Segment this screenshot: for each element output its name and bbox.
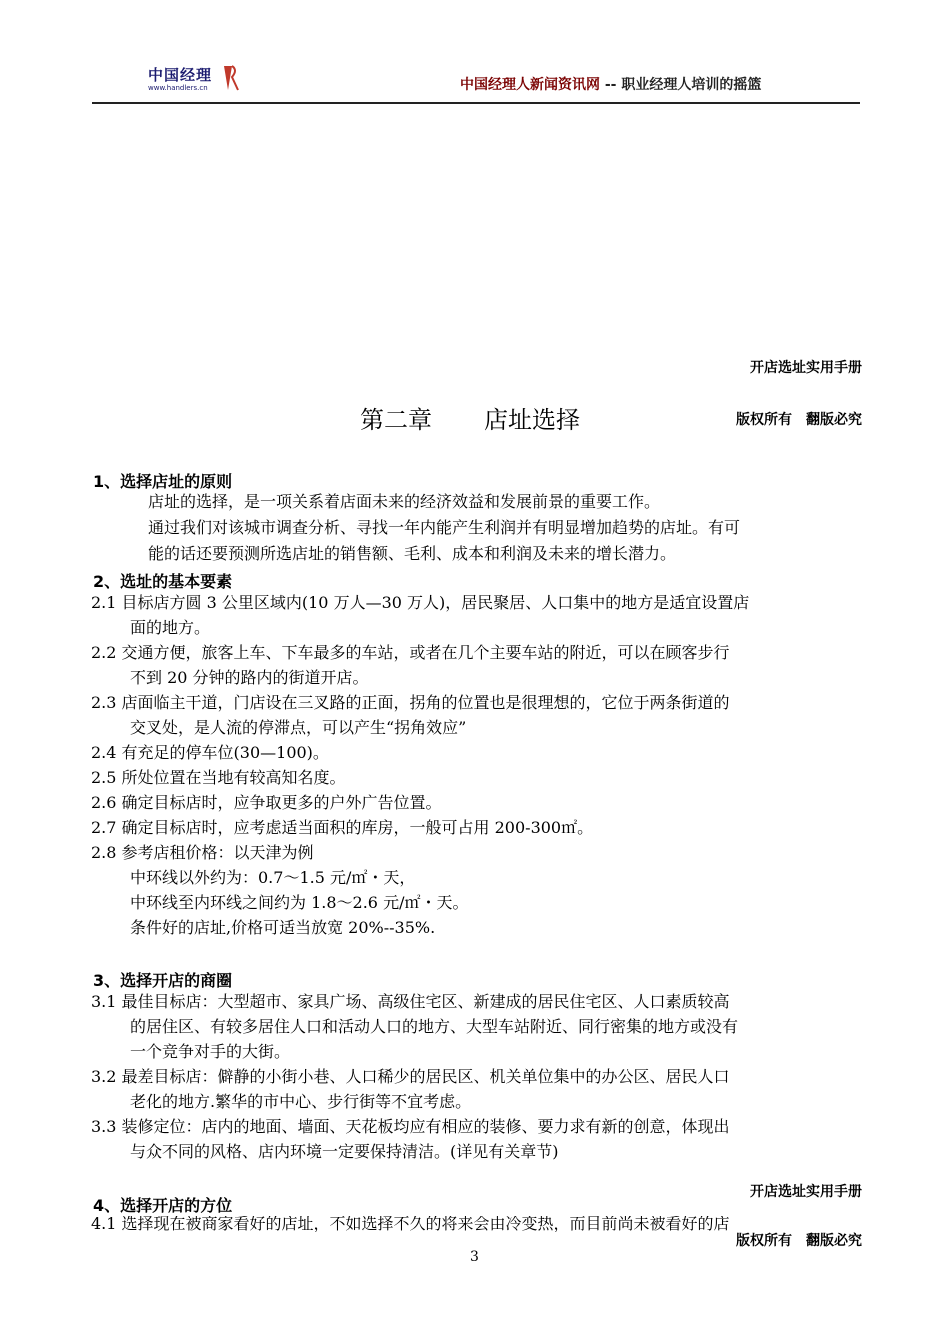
list-item: 3.3 装修定位：店内的地面、墙面、天花板均应有相应的装修、要力求有新的创意，体现出 [91,1117,730,1136]
list-item: 2.4 有充足的停车位(30—100)。 [91,743,329,762]
section-2-heading: 2、选址的基本要素 [93,572,233,591]
paragraph-line: 能的话还要预测所选店址的销售额、毛利、成本和利润及未来的增长潜力。 [148,544,677,563]
list-item-continuation: 面的地方。 [130,618,211,637]
section-3-heading: 3、选择开店的商圈 [93,971,233,990]
logo-mark-icon [218,64,240,92]
header-slogan [460,74,761,94]
price-line: 条件好的店址,价格可适当放宽 20%--35%. [130,918,436,937]
copyright-notice: 版权所有 翻版必究 [736,412,862,428]
chapter-name: 店址选择 [484,406,580,434]
manual-title-footer: 开店选址实用手册 [750,1184,862,1200]
list-item: 2.2 交通方便，旅客上车、下车最多的车站，或者在几个主要车站的附近，可以在顾客步行 [91,643,730,662]
paragraph-line: 通过我们对该城市调查分析、寻找一年内能产生利润并有明显增加趋势的店址。有可 [148,518,741,537]
list-item: 4.1 选择现在被商家看好的店址，不如选择不久的将来会由冷变热，而目前尚未被看好的店 [91,1216,730,1232]
list-item: 2.3 店面临主干道，门店设在三叉路的正面，拐角的位置也是很理想的，它位于两条街道的 [91,693,730,712]
header-slogan-brand: 中国经理人新闻资讯网 [460,77,600,93]
list-item: 2.5 所处位置在当地有较高知名度。 [91,768,346,787]
list-item: 2.1 目标店方圆 3 公里区域内(10 万人—30 万人)，居民聚居、人口集中的地方是适宜设置店 [91,593,750,612]
list-item-continuation: 交叉处，是人流的停滞点，可以产生“拐角效应” [130,718,467,737]
header-slogan-rest: -- 职业经理人培训的摇篮 [600,77,762,93]
list-item: 3.1 最佳目标店：大型超市、家具广场、高级住宅区、新建成的居民住宅区、人口素质较高 [91,992,730,1011]
section-1-heading: 1、选择店址的原则 [93,472,233,491]
list-item: 3.2 最差目标店：僻静的小街小巷、人口稀少的居民区、机关单位集中的办公区、居民人口 [91,1067,730,1086]
chapter-number: 第二章 [360,406,432,434]
list-item: 2.6 确定目标店时，应争取更多的户外广告位置。 [91,793,442,812]
list-item: 2.8 参考店租价格：以天津为例 [91,843,314,862]
list-item-continuation: 不到 20 分钟的路内的街道开店。 [130,668,369,687]
chapter-title [360,400,580,435]
copyright-notice-footer: 版权所有 翻版必究 [730,1230,862,1250]
manual-title: 开店选址实用手册 [750,360,862,376]
paragraph-line: 店址的选择，是一项关系着店面未来的经济效益和发展前景的重要工作。 [148,492,661,511]
logo-text: 中国经理 [148,66,213,84]
section-4-heading: 4、选择开店的方位 [93,1196,233,1215]
list-item-continuation: 一个竞争对手的大街。 [130,1042,291,1061]
price-line: 中环线至内环线之间约为 1.8～2.6 元/㎡・天。 [130,893,469,912]
logo-url: www.handlers.cn [148,84,208,92]
page-number: 3 [470,1249,479,1265]
price-line: 中环线以外约为：0.7～1.5 元/㎡・天， [130,868,416,887]
list-item-continuation: 老化的地方.繁华的市中心、步行街等不宜考虑。 [130,1092,472,1111]
list-item-continuation: 与众不同的风格、店内环境一定要保持清洁。(详见有关章节) [130,1142,559,1161]
header-divider [92,102,860,104]
list-item: 2.7 确定目标店时，应考虑适当面积的库房，一般可占用 200-300㎡。 [91,818,594,837]
list-item-continuation: 的居住区、有较多居住人口和活动人口的地方、大型车站附近、同行密集的地方或没有 [130,1017,739,1036]
site-logo [148,64,248,98]
